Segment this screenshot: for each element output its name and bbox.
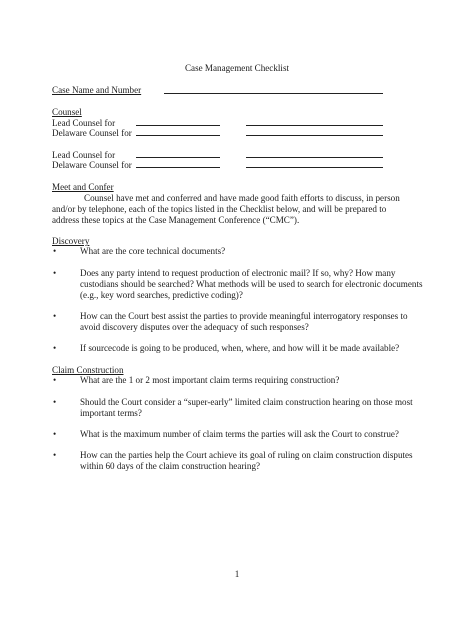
lead-counsel-blank-2a (136, 157, 220, 158)
case-name-label: Case Name and Number (52, 85, 142, 95)
discovery-item-3: How can the Court best assist the parties to provide meaningful interrogatory responses to avoid discovery disputes over the adequacy of such responses? (80, 311, 408, 332)
lead-counsel-blank-2b (246, 157, 383, 158)
lead-counsel-label-1: Lead Counsel for (52, 118, 116, 128)
page-title: Case Management Checklist (184, 63, 290, 73)
bullet-icon: • (53, 429, 57, 439)
lead-counsel-label-2: Lead Counsel for (52, 150, 116, 160)
delaware-counsel-blank-2a (136, 167, 220, 168)
delaware-counsel-blank-2b (246, 167, 383, 168)
discovery-item-1: What are the core technical documents? (80, 246, 226, 256)
discovery-heading: Discovery (52, 236, 90, 246)
lead-counsel-blank-1a (136, 125, 220, 126)
claim-item-2: Should the Court consider a “super-early” limited claim construction hearing on those most important terms? (80, 397, 413, 418)
bullet-icon: • (53, 450, 57, 460)
meet-confer-heading: Meet and Confer (52, 182, 114, 192)
claim-construction-heading: Claim Construction (52, 365, 124, 375)
delaware-counsel-label-1: Delaware Counsel for (52, 128, 132, 138)
claim-item-1: What are the 1 or 2 most important claim terms requiring construction? (80, 375, 340, 385)
page-number: 1 (234, 569, 240, 579)
bullet-icon: • (53, 397, 57, 407)
discovery-item-4: If sourcecode is going to be produced, when, where, and how will it be made available? (80, 343, 400, 353)
counsel-heading: Counsel (52, 107, 82, 117)
bullet-icon: • (53, 343, 57, 353)
delaware-counsel-label-2: Delaware Counsel for (52, 160, 132, 170)
bullet-icon: • (53, 311, 57, 321)
bullet-icon: • (53, 246, 57, 256)
claim-item-3: What is the maximum number of claim terms the parties will ask the Court to construe? (80, 429, 399, 439)
bullet-icon: • (53, 268, 57, 278)
claim-item-4: How can the parties help the Court achieve its goal of ruling on claim construction disputes within 60 days of the claim construction hearing? (80, 450, 413, 471)
bullet-icon: • (53, 375, 57, 385)
lead-counsel-blank-1b (246, 125, 383, 126)
delaware-counsel-blank-1a (136, 135, 220, 136)
meet-confer-text: Counsel have met and conferred and have made good faith efforts to discuss, in person and/or by telephone, each of the topics listed in the Checklist below, and will be prepared to address these topics at the Case Management Conference (“CMC”). (52, 193, 400, 225)
delaware-counsel-blank-1b (246, 135, 383, 136)
discovery-item-2: Does any party intend to request production of electronic mail? If so, why? How many custodians should be searched? What methods will be used to search for electronic documents (e.g., key word searches, predictive coding)? (80, 268, 423, 300)
case-name-blank (164, 93, 383, 94)
